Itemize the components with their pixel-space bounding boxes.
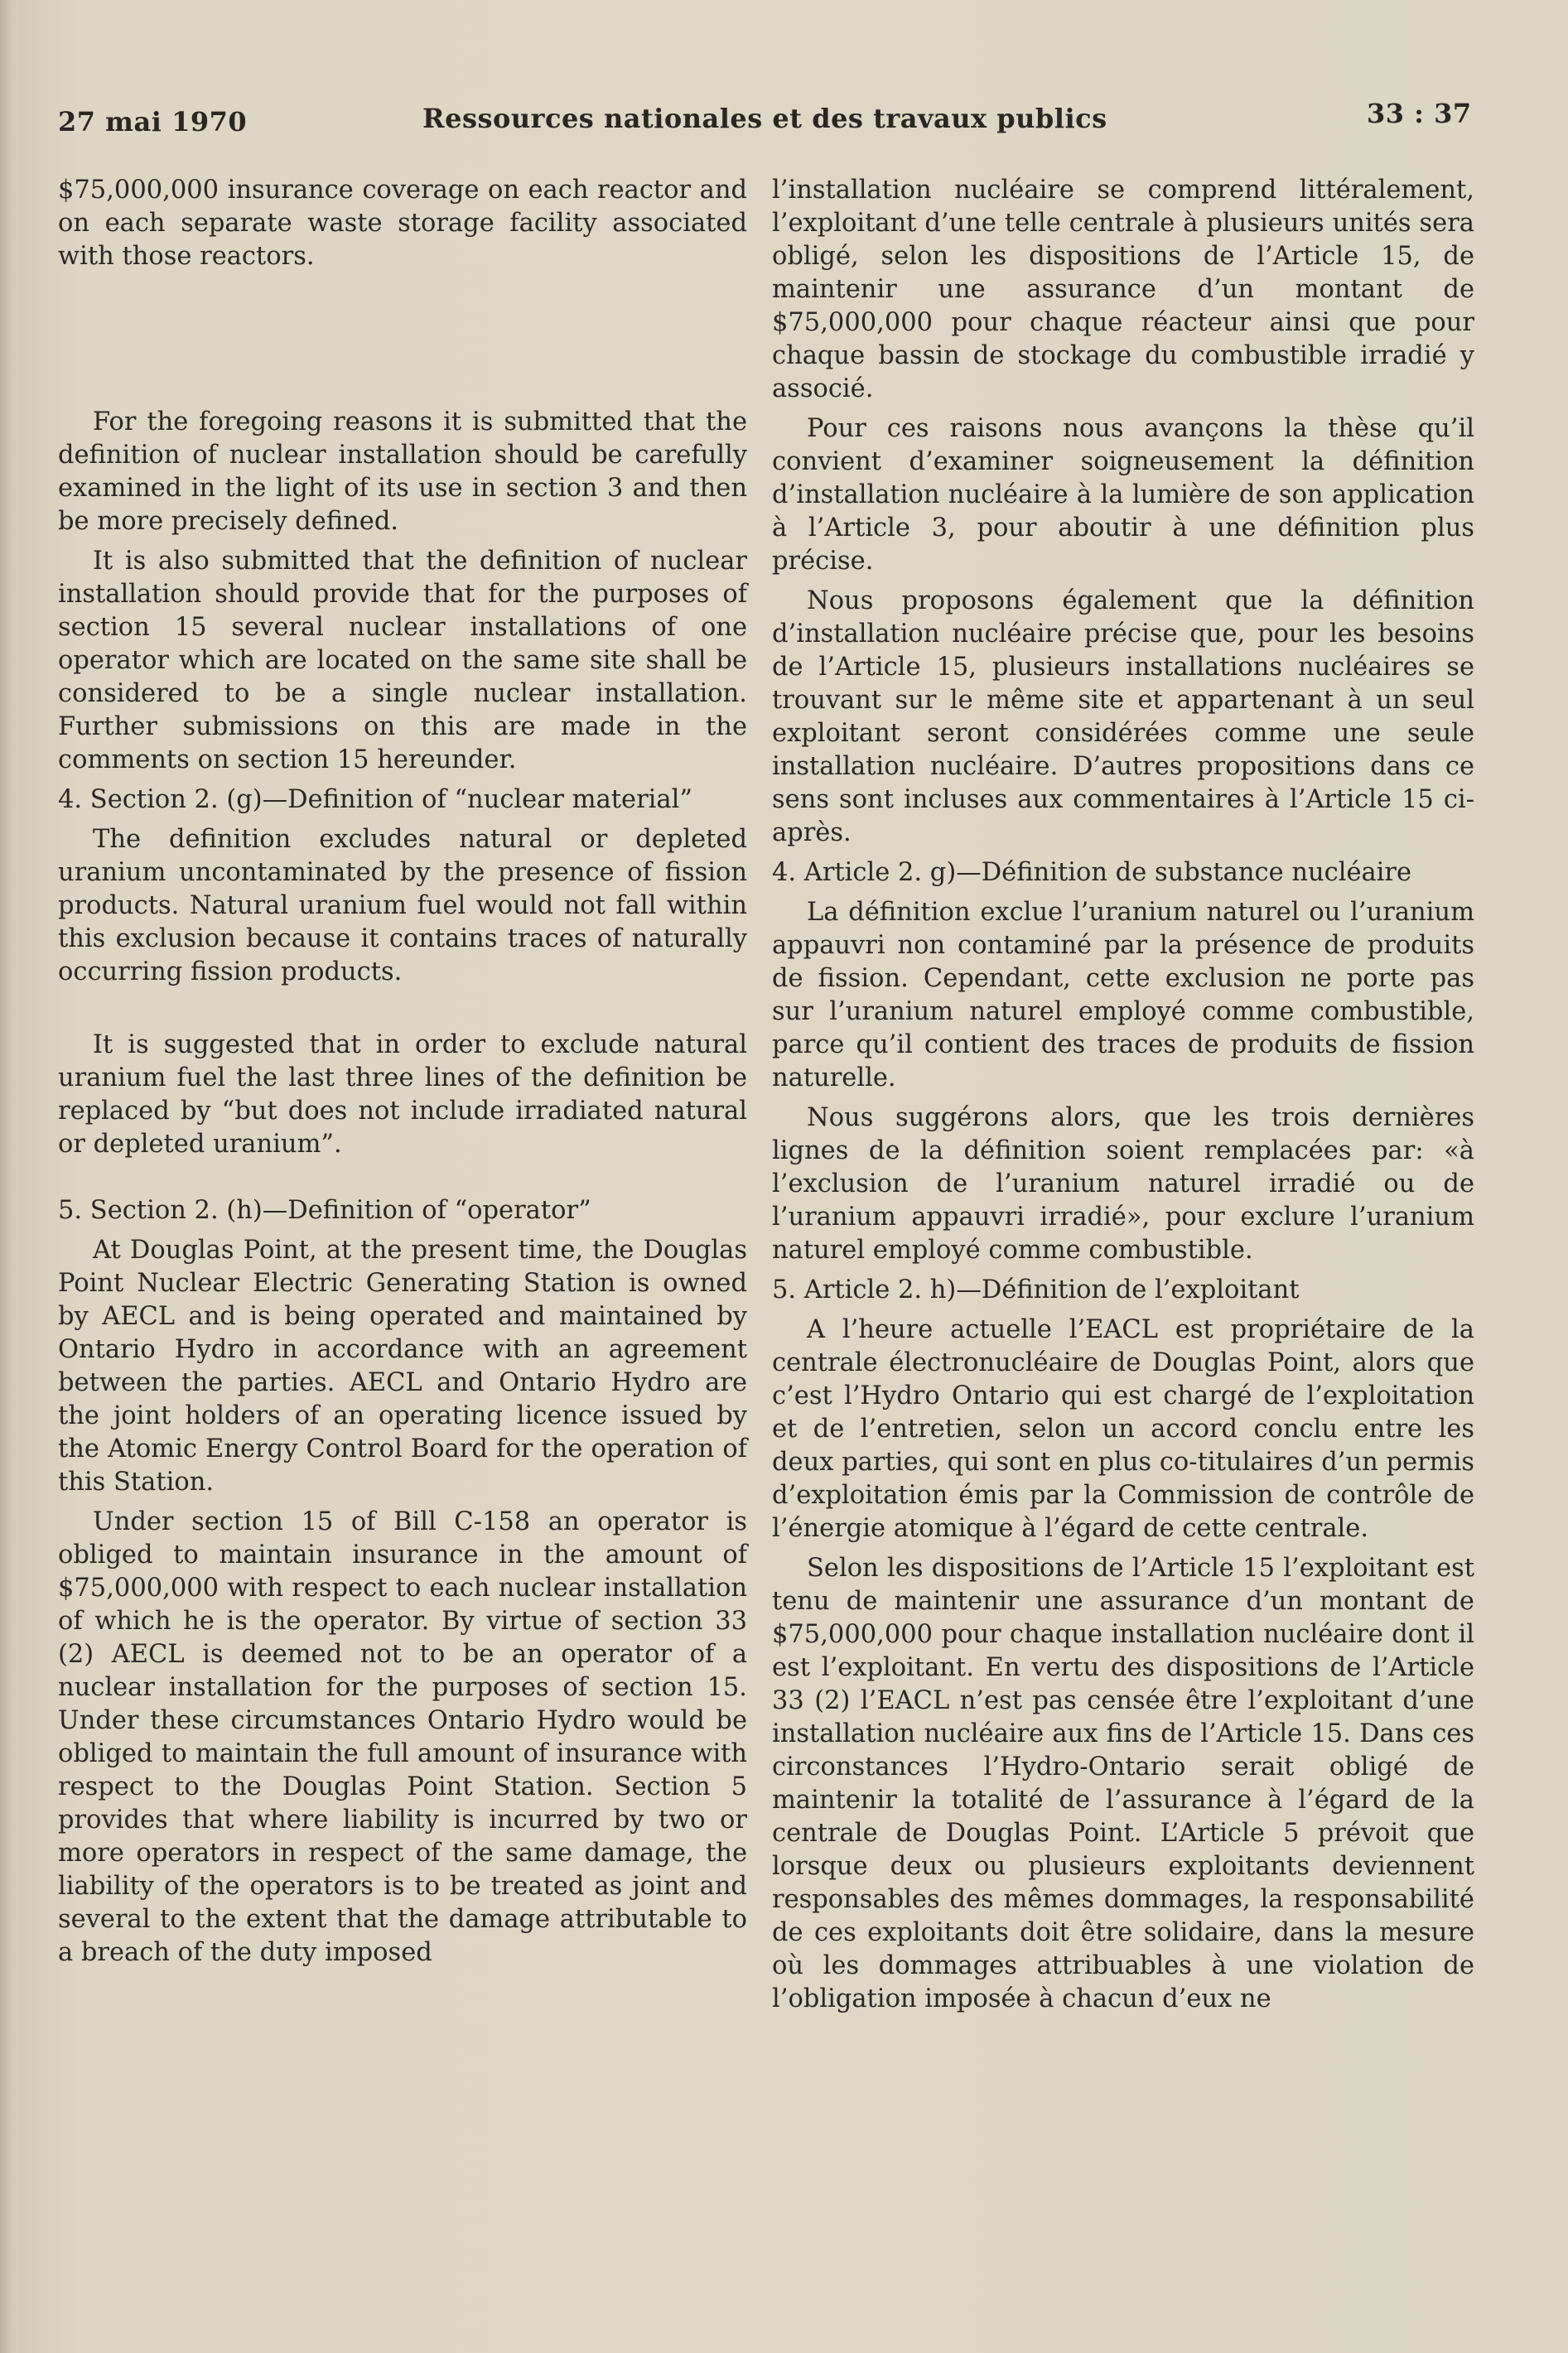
column-gap bbox=[58, 280, 747, 406]
header-date: 27 mai 1970 bbox=[58, 106, 248, 137]
english-paragraph: The definition excludes natural or depleted uranium uncontaminated by the presence of fission products. Natural uranium fuel would not fall within this exclusion because it contains traces of naturally occurring fission products. bbox=[58, 825, 747, 986]
header-title: Ressources nationales et des travaux publics bbox=[422, 103, 1107, 134]
page-header bbox=[0, 98, 1568, 139]
english-section-heading-4: 4. Section 2. (g)—Definition of “nuclear material” bbox=[58, 785, 692, 814]
french-paragraph: l’installation nucléaire se comprend littéralement, l’exploitant d’une telle centrale à plusieurs unités sera obligé, selon les dispositions de l’Article 15, de maintenir une assurance d’un montant de $75,000,000 pour chaque réacteur ainsi que pour chaque bassin de stockage du combustible irradié y associé. bbox=[772, 176, 1474, 403]
english-paragraph: $75,000,000 insurance coverage on each reactor and on each separate waste storage facility associated with those reactors. bbox=[58, 176, 747, 271]
french-paragraph: Selon les dispositions de l’Article 15 l’exploitant est tenu de maintenir une assurance d’un montant de $75,000,000 pour chaque installation nucléaire dont il est l’exploitant. En vertu des dispositions de l’Article 33 (2) l’EACL n’est pas censée être l’exploitant d’une installation nucléaire aux fins de l’Article 15. Dans ces circonstances l’Hydro-Ontario serait obligé de maintenir la totalité de l’assurance à l’égard de la centrale de Douglas Point. L’Article 5 prévoit que lorsque deux ou plusieurs exploitants deviennent responsables des mêmes dommages, la responsabilité de ces exploitants doit être solidaire, dans la mesure où les dommages attribuables à une violation de l’obligation imposée à chacun d’eux ne bbox=[772, 1554, 1474, 2013]
english-section-heading-5: 5. Section 2. (h)—Definition of “operator” bbox=[58, 1196, 591, 1225]
english-paragraph: At Douglas Point, at the present time, the Douglas Point Nuclear Electric Generating Station is owned by AECL and is being operated and maintained by Ontario Hydro in accordance with an agreement between the parties. AECL and Ontario Hydro are the joint holders of an operating licence issued by the Atomic Energy Control Board for the operation of this Station. bbox=[58, 1236, 747, 1497]
french-column bbox=[772, 174, 1474, 2023]
column-gap bbox=[58, 1168, 747, 1194]
french-section-heading-5: 5. Article 2. h)—Définition de l’exploitant bbox=[772, 1275, 1300, 1304]
english-paragraph: It is suggested that in order to exclude natural uranium fuel the last three lines of the definition be replaced by “but does not include irradiated natural or depleted uranium”. bbox=[58, 1030, 747, 1159]
english-column bbox=[58, 174, 747, 1976]
french-paragraph: A l’heure actuelle l’EACL est propriétaire de la centrale électronucléaire de Douglas Point, alors que c’est l’Hydro Ontario qui est chargé de l’exploitation et de l’entretien, selon un accord conclu entre les deux parties, qui sont en plus co-titulaires d’un permis d’exploitation émis par la Commission de contrôle de l’énergie atomique à l’égard de cette centrale. bbox=[772, 1315, 1474, 1543]
french-paragraph: Nous proposons également que la définition d’installation nucléaire précise que, pour les besoins de l’Article 15, plusieurs installations nucléaires se trouvant sur le même site et appartenant à un seul exploitant seront considérées comme une seule installation nucléaire. D’autres propositions dans ce sens sont incluses aux commentaires à l’Article 15 ci-après. bbox=[772, 586, 1474, 847]
english-paragraph: Under section 15 of Bill C-158 an operator is obliged to maintain insurance in the amount of $75,000,000 with respect to each nuclear installation of which he is the operator. By virtue of section 33 (2) AECL is deemed not to be an operator of a nuclear installation for the purposes of section 15. Under these circumstances Ontario Hydro would be obliged to maintain the full amount of insurance with respect to the Douglas Point Station. Section 5 provides that where liability is incurred by two or more operators in respect of the same damage, the liability of the operators is to be treated as joint and several to the extent that the damage attributable to a breach of the duty imposed bbox=[58, 1507, 747, 1967]
french-paragraph: La définition exclue l’uranium naturel ou l’uranium appauvri non contaminé par la présence de produits de fission. Cependant, cette exclusion ne porte pas sur l’uranium naturel employé comme combustible, parce qu’il contient des traces de produits de fission naturelle. bbox=[772, 898, 1474, 1092]
english-paragraph: For the foregoing reasons it is submitted that the definition of nuclear installation should be carefully examined in the light of its use in section 3 and then be more precisely defined. bbox=[58, 407, 747, 536]
column-gap bbox=[58, 996, 747, 1029]
french-paragraph: Nous suggérons alors, que les trois dernières lignes de la définition soient remplacées par: «à l’exclusion de l’uranium naturel irradié ou de l’uranium appauvri irradié», pour exclure l’uranium naturel employé comme combustible. bbox=[772, 1103, 1474, 1265]
page-binding-edge bbox=[0, 0, 19, 2353]
header-page-ref: 33 : 37 bbox=[1367, 98, 1472, 129]
french-paragraph: Pour ces raisons nous avançons la thèse qu’il convient d’examiner soigneusement la définition d’installation nucléaire à la lumière de son application à l’Article 3, pour aboutir à une définition plus précise. bbox=[772, 414, 1474, 576]
english-paragraph: It is also submitted that the definition of nuclear installation should provide that for the purposes of section 15 several nuclear installations of one operator which are located on the same site shall be considered to be a single nuclear installation. Further submissions on this are made in the comments on section 15 hereunder. bbox=[58, 547, 747, 774]
french-section-heading-4: 4. Article 2. g)—Définition de substance nucléaire bbox=[772, 858, 1412, 887]
